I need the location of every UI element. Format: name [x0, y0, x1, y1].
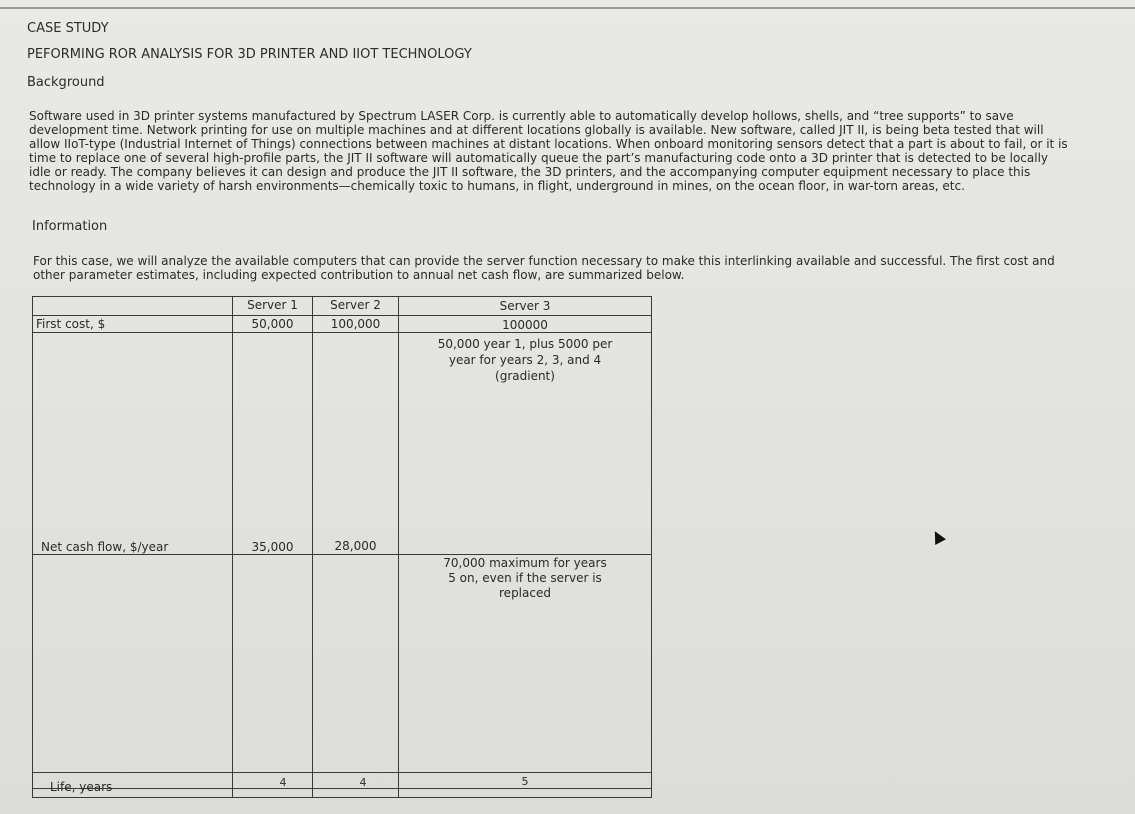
note-line: 5 on, even if the server is: [448, 571, 602, 585]
table-row-line: [32, 315, 652, 316]
header-server-2: Server 2: [330, 298, 381, 312]
top-divider: [0, 7, 1135, 9]
life-server-1: 4: [279, 776, 287, 789]
first-cost-server-2: 100,000: [330, 317, 381, 331]
paragraph-line: Software used in 3D printer systems manufactured by Spectrum LASER Corp. is currently able to automatically develop hollows, shells, and “tree supports” to save: [29, 109, 1014, 123]
life-server-2: 4: [359, 776, 367, 789]
note-line: 70,000 maximum for years: [443, 556, 607, 570]
first-cost-server-3: 100000: [502, 318, 548, 332]
net-cash-flow-server-1: 35,000: [251, 540, 294, 554]
table-border-bottom: [32, 797, 652, 798]
header-server-3: Server 3: [499, 299, 551, 313]
background-paragraph: [29, 109, 1068, 193]
paragraph-line: other parameter estimates, including expected contribution to annual net cash flow, are summarized below.: [33, 268, 685, 282]
note-line: replaced: [499, 586, 551, 600]
server-3-maximum-note: [399, 556, 651, 601]
server-3-cashflow-note: [399, 336, 651, 384]
information-paragraph: [33, 254, 1055, 282]
net-cash-flow-server-2: 28,000: [334, 539, 377, 553]
paragraph-line: allow IIoT-type (Industrial Internet of Things) connections between machines at distant locations. When onboard monitoring sensors detect that a part is about to fail, or it is: [29, 137, 1068, 151]
row-label-first-cost: First cost, $: [36, 317, 106, 331]
background-heading: Background: [27, 75, 105, 90]
paragraph-line: time to replace one of several high-profile parts, the JIT II software will automatically queue the part’s manufacturing code onto a 3D printer that is detected to be locally: [29, 151, 1049, 165]
paragraph-line: idle or ready. The company believes it can design and produce the JIT II software, the 3D printers, and the accompanying computer equipment necessary to place this: [29, 165, 1031, 179]
paragraph-line: technology in a wide variety of harsh environments—chemically toxic to humans, in flight, underground in mines, on the ocean floor, in war-torn areas, etc.: [29, 179, 965, 193]
case-title: PEFORMING ROR ANALYSIS FOR 3D PRINTER AND IIOT TECHNOLOGY: [27, 47, 472, 62]
note-line: 50,000 year 1, plus 5000 per: [437, 337, 613, 351]
parameter-table: [32, 296, 652, 798]
note-line: (gradient): [495, 369, 555, 383]
information-heading: Information: [32, 219, 108, 234]
first-cost-server-1: 50,000: [251, 317, 294, 331]
note-line: year for years 2, 3, and 4: [448, 353, 602, 367]
row-label-life: Life, years: [50, 780, 113, 794]
table-row-line: [32, 332, 652, 333]
header-server-1: Server 1: [247, 298, 298, 312]
table-row-line: [32, 772, 652, 773]
mouse-cursor-icon: ▲: [927, 524, 948, 547]
paragraph-line: development time. Network printing for use on multiple machines and at different locations globally is available. New software, called JIT II, is being beta tested that will: [29, 123, 1044, 137]
case-study-label: CASE STUDY: [27, 21, 109, 36]
table-border-top: [32, 296, 652, 297]
table-border-right: [651, 296, 652, 798]
life-server-3: 5: [521, 775, 529, 788]
row-label-net-cash-flow: Net cash flow, $/year: [41, 540, 169, 554]
table-row-line: [32, 554, 652, 555]
paragraph-line: For this case, we will analyze the available computers that can provide the server function necessary to make this interlinking available and successful. The first cost and: [33, 254, 1055, 268]
table-border-left: [32, 296, 33, 798]
